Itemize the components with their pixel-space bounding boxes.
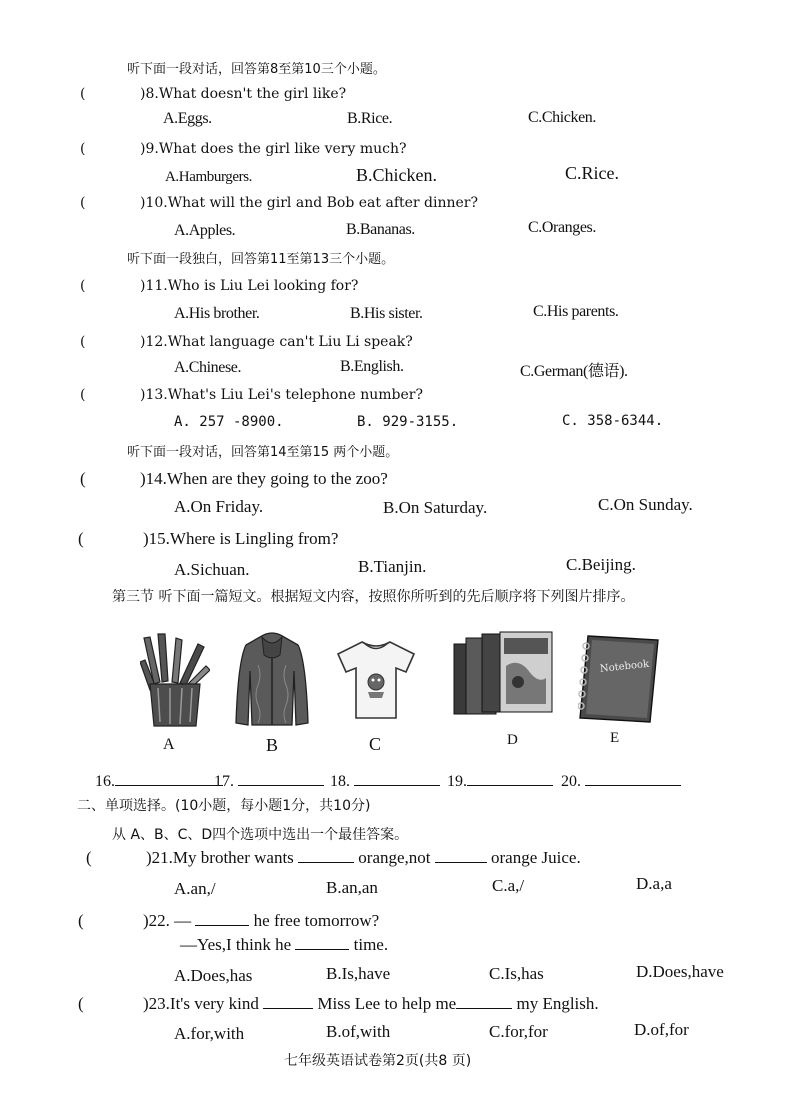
q22-blank-2[interactable] — [295, 935, 349, 950]
q11-option-b: B.His sister. — [350, 305, 423, 322]
q10-option-c: C.Oranges. — [528, 219, 596, 236]
paren-21: ( — [86, 848, 92, 867]
q12-option-a: A.Chinese. — [174, 359, 242, 376]
part2-instruction: 从 A、B、C、D四个选项中选出一个最佳答案。 — [112, 827, 409, 843]
q8-option-a: A.Eggs. — [163, 110, 212, 127]
blank-number-20: 20. — [561, 773, 581, 790]
instruction-14-15: 听下面一段对话，回答第14至第15 两个小题。 — [127, 445, 399, 460]
picture-label-a: A — [163, 736, 175, 753]
paren-13: ( — [80, 387, 86, 403]
q23-option-d: D.of,for — [634, 1020, 689, 1039]
q23-option-a: A.for,with — [174, 1024, 245, 1043]
q23-text-pre: )23.It's very kind — [143, 994, 259, 1013]
question-12: )12.What language can't Liu Li speak? — [140, 334, 413, 350]
paren-15: ( — [78, 529, 84, 548]
picture-label-b: B — [266, 735, 279, 755]
answer-blank-19[interactable] — [447, 771, 553, 791]
paren-11: ( — [80, 278, 86, 294]
question-15: )15.Where is Lingling from? — [143, 529, 339, 548]
part2-heading: 二、单项选择。(10小题，每小题1分，共10分) — [77, 798, 371, 814]
q21-option-c: C.a,/ — [492, 876, 525, 895]
question-11: )11.Who is Liu Lei looking for? — [140, 278, 359, 294]
q13-option-b: B. 929-3155. — [357, 414, 459, 430]
notebook-cover-text: Notebook — [599, 658, 650, 675]
q9-option-b: B.Chicken. — [356, 165, 437, 185]
question-8: )8.What doesn't the girl like? — [140, 86, 347, 102]
q22-text-pre: )22. — — [143, 911, 192, 930]
q21-text-pre: )21.My brother wants — [146, 848, 294, 867]
q10-option-b: B.Bananas. — [346, 221, 415, 238]
question-14: )14.When are they going to the zoo? — [140, 469, 388, 488]
pencil-holder-icon — [140, 632, 210, 728]
paren-14: ( — [80, 469, 86, 488]
q23-blank-1[interactable] — [263, 994, 313, 1009]
q21-blank-1[interactable] — [298, 848, 354, 863]
page-footer: 七年级英语试卷第2页(共8 页) — [284, 1053, 472, 1069]
q21-option-b: B.an,an — [326, 878, 378, 897]
paren-8: ( — [80, 86, 86, 102]
question-21 — [146, 848, 581, 868]
instruction-11-13: 听下面一段独白，回答第11至第13三个小题。 — [127, 252, 395, 267]
q12-option-c: C.German(德语). — [520, 363, 628, 380]
blank-number-18: 18. — [330, 773, 350, 790]
q22-text-mid: he free tomorrow? — [253, 911, 380, 930]
question-13: )13.What's Liu Lei's telephone number? — [140, 387, 423, 403]
q15-option-b: B.Tianjin. — [358, 557, 427, 576]
q21-blank-2[interactable] — [435, 848, 487, 863]
section3-title: 第三节 听下面一篇短文。根据短文内容，按照你所听到的先后顺序将下列图片排序。 — [112, 589, 635, 605]
q22-line2-pre: —Yes,I think he — [180, 935, 292, 954]
q14-option-a: A.On Friday. — [174, 497, 264, 516]
q22-option-b: B.Is,have — [326, 964, 391, 983]
tshirt-icon — [334, 638, 418, 722]
notebook-icon — [578, 632, 664, 724]
q23-option-c: C.for,for — [489, 1022, 548, 1041]
paren-23: ( — [78, 994, 84, 1013]
q23-text-mid: Miss Lee to help me — [317, 994, 457, 1013]
q22-blank-1[interactable] — [195, 911, 249, 926]
picture-label-c: C — [369, 734, 382, 754]
answer-blank-20[interactable] — [561, 771, 681, 791]
answer-blank-16[interactable] — [95, 771, 223, 791]
q11-option-a: A.His brother. — [174, 305, 260, 322]
answer-blank-17[interactable] — [214, 771, 324, 791]
question-22-line2 — [180, 935, 388, 955]
q15-option-c: C.Beijing. — [566, 555, 636, 574]
q10-option-a: A.Apples. — [174, 222, 236, 239]
q21-text-mid: orange,not — [358, 848, 431, 867]
q23-option-b: B.of,with — [326, 1022, 391, 1041]
paren-12: ( — [80, 334, 86, 350]
q21-option-d: D.a,a — [636, 874, 672, 893]
q22-option-a: A.Does,has — [174, 966, 253, 985]
q13-option-c: C. 358-6344. — [562, 413, 664, 429]
paren-9: ( — [80, 141, 86, 157]
q21-option-a: A.an,/ — [174, 879, 216, 898]
q11-option-c: C.His parents. — [533, 303, 619, 320]
q23-text-post: my English. — [516, 994, 599, 1013]
books-icon — [452, 630, 554, 718]
q13-option-a: A. 257 -8900. — [174, 414, 284, 430]
q22-option-c: C.Is,has — [489, 964, 544, 983]
q15-option-a: A.Sichuan. — [174, 560, 250, 579]
q9-option-c: C.Rice. — [565, 163, 619, 183]
q22-line2-post: time. — [353, 935, 389, 954]
answer-blank-18[interactable] — [330, 771, 440, 791]
q9-option-a: A.Hamburgers. — [165, 169, 253, 185]
question-9: )9.What does the girl like very much? — [140, 141, 407, 157]
q22-option-d: D.Does,have — [636, 962, 724, 981]
q8-option-c: C.Chicken. — [528, 109, 596, 126]
q14-option-b: B.On Saturday. — [383, 498, 488, 517]
picture-label-d: D — [507, 732, 518, 748]
q21-text-post: orange Juice. — [491, 848, 581, 867]
paren-22: ( — [78, 911, 84, 930]
sweater-icon — [234, 631, 310, 729]
q8-option-b: B.Rice. — [347, 110, 393, 127]
blank-number-17: 17. — [214, 773, 234, 790]
question-22 — [143, 911, 379, 931]
blank-number-19: 19. — [447, 773, 467, 790]
instruction-8-10: 听下面一段对话，回答第8至第10三个小题。 — [127, 62, 386, 77]
q12-option-b: B.English. — [340, 358, 404, 375]
question-23 — [143, 994, 599, 1014]
picture-label-e: E — [610, 730, 620, 746]
paren-10: ( — [80, 195, 86, 211]
question-10: )10.What will the girl and Bob eat after dinner? — [140, 195, 479, 211]
q23-blank-2[interactable] — [456, 994, 512, 1009]
q14-option-c: C.On Sunday. — [598, 495, 693, 514]
blank-number-16: 16. — [95, 773, 115, 790]
